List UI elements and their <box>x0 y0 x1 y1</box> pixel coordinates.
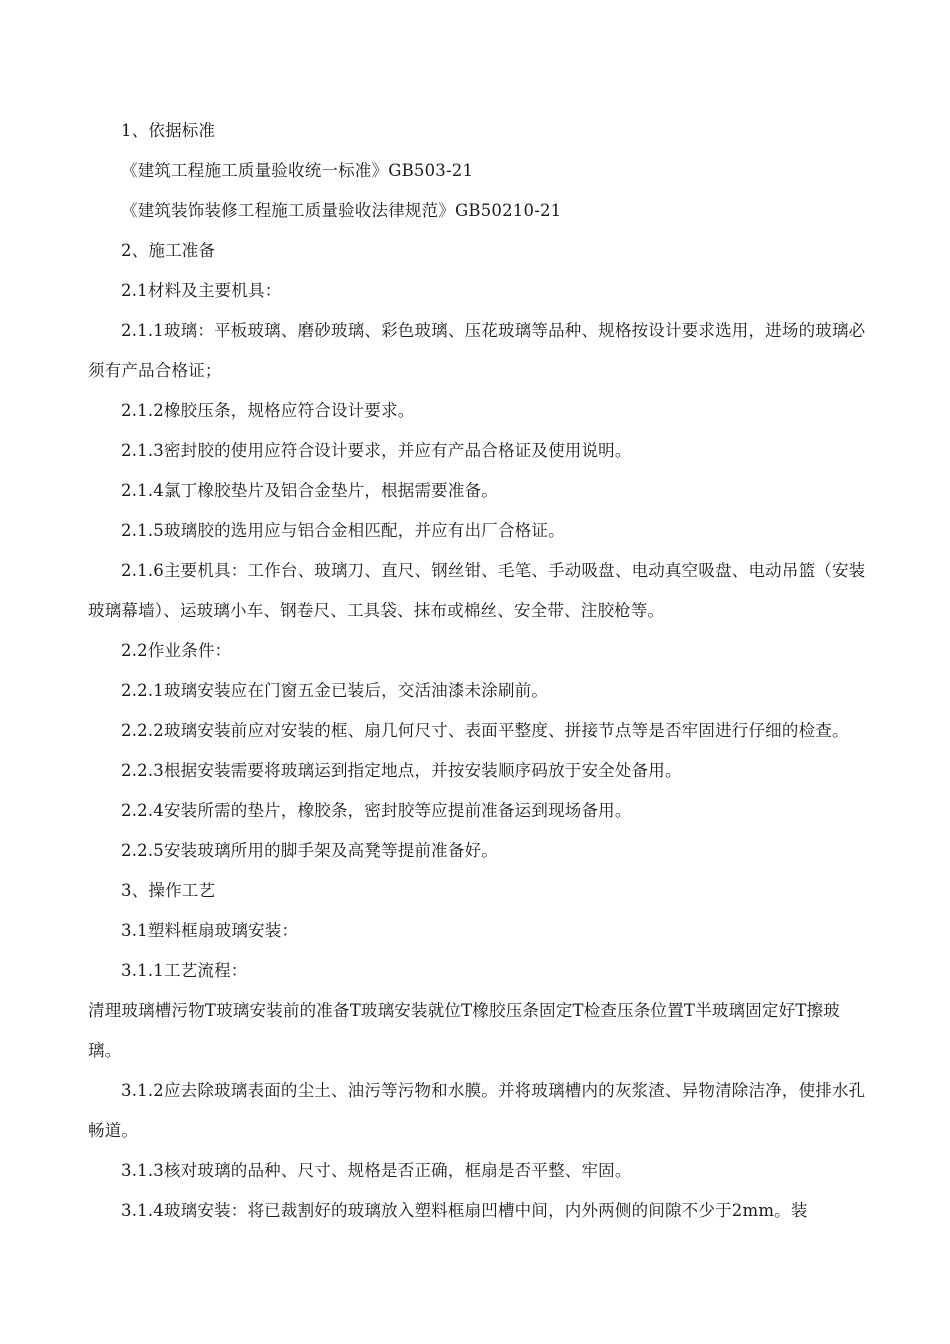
paragraph-12: 2.2作业条件： <box>121 641 232 660</box>
paragraph-3: 《建筑装饰装修工程施工质量验收法律规范》GB50210-21 <box>121 201 562 220</box>
paragraph-5: 2.1材料及主要机具： <box>121 281 282 300</box>
paragraph-1: 1、依据标准 <box>121 121 216 140</box>
paragraph-22: 3.1.2应去除玻璃表面的尘土、油污等污物和水膜。并将玻璃槽内的灰浆渣、异物清除洁净，使排水孔畅道。 <box>88 1081 866 1140</box>
paragraph-24: 3.1.4玻璃安装：将已裁割好的玻璃放入塑料框扇凹槽中间，内外两侧的间隙不少于2mm。装 <box>121 1201 808 1220</box>
paragraph-8: 2.1.3密封胶的使用应符合设计要求，并应有产品合格证及使用说明。 <box>121 441 632 460</box>
paragraph-2: 《建筑工程施工质量验收统一标准》GB503-21 <box>121 161 474 180</box>
paragraph-20: 3.1.1工艺流程： <box>121 961 248 980</box>
paragraph-4: 2、施工准备 <box>121 241 216 260</box>
paragraph-17: 2.2.5安装玻璃所用的脚手架及高凳等提前准备好。 <box>121 841 498 860</box>
paragraph-9: 2.1.4氯丁橡胶垫片及铝合金垫片，根据需要准备。 <box>121 481 498 500</box>
paragraph-18: 3、操作工艺 <box>121 881 216 900</box>
paragraph-15: 2.2.3根据安装需要将玻璃运到指定地点，并按安装顺序码放于安全处备用。 <box>121 761 682 780</box>
paragraph-6: 2.1.1玻璃：平板玻璃、磨砂玻璃、彩色玻璃、压花玻璃等品种、规格按设计要求选用，进场的玻璃必须有产品合格证； <box>88 321 866 380</box>
document-body <box>88 111 870 1231</box>
paragraph-10: 2.1.5玻璃胶的选用应与铝合金相匹配，并应有出厂合格证。 <box>121 521 565 540</box>
paragraph-16: 2.2.4安装所需的垫片，橡胶条，密封胶等应提前准备运到现场备用。 <box>121 801 632 820</box>
paragraph-13: 2.2.1玻璃安装应在门窗五金已装后，交活油漆未涂刷前。 <box>121 681 549 700</box>
paragraph-11: 2.1.6主要机具：工作台、玻璃刀、直尺、钢丝钳、毛笔、手动吸盘、电动真空吸盘、电动吊篮（安装玻璃幕墙）、运玻璃小车、钢卷尺、工具袋、抹布或棉丝、安全带、注胶枪等。 <box>88 561 866 620</box>
paragraph-21: 清理玻璃槽污物T玻璃安装前的准备T玻璃安装就位T橡胶压条固定T检查压条位置T半玻璃固定好T擦玻璃。 <box>88 1001 840 1060</box>
paragraph-23: 3.1.3核对玻璃的品种、尺寸、规格是否正确，框扇是否平整、牢固。 <box>121 1161 632 1180</box>
paragraph-7: 2.1.2橡胶压条，规格应符合设计要求。 <box>121 401 415 420</box>
paragraph-19: 3.1塑料框扇玻璃安装： <box>121 921 299 940</box>
paragraph-14: 2.2.2玻璃安装前应对安装的框、扇几何尺寸、表面平整度、拼接节点等是否牢固进行仔细的检查。 <box>121 721 849 740</box>
